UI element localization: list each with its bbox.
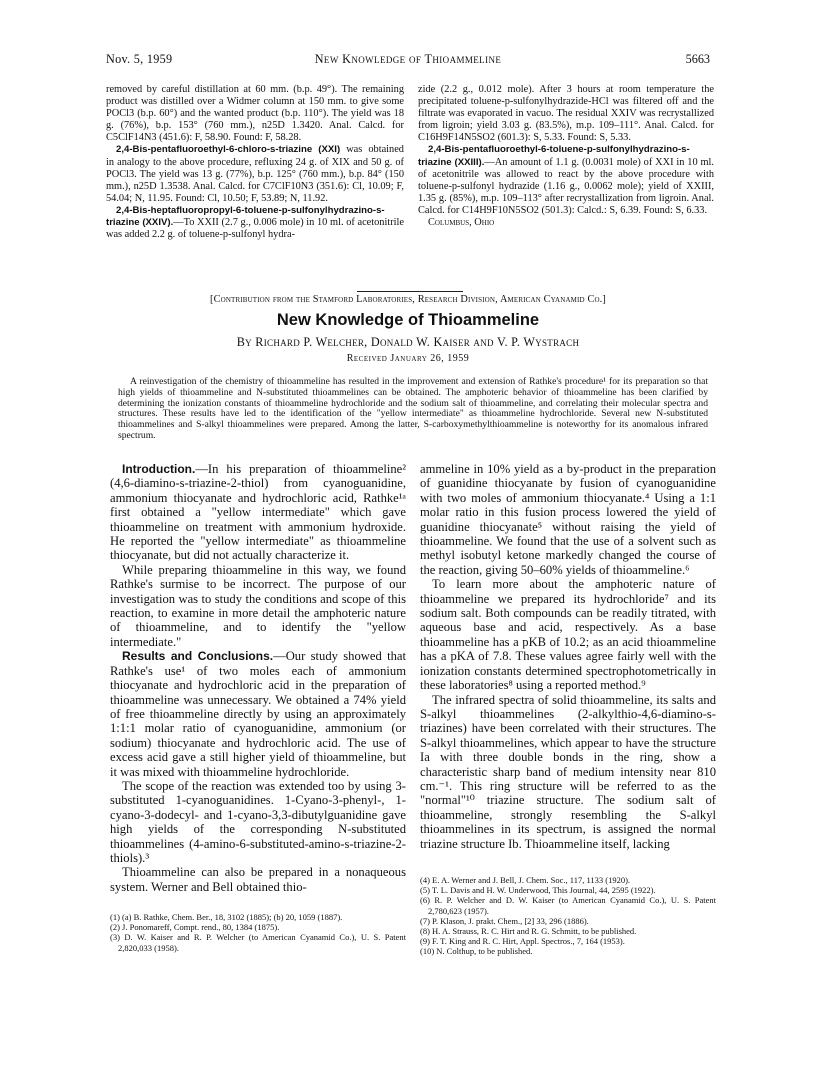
body-paragraph: While preparing thioammeline in this way, we found Rathke's surmise to be incorrect. The purpose of our investigation was to study the conditions and scope of this reaction, to examine in more detail the amphoteric nature of thioammeline, and to identify the "yellow intermediate." <box>110 562 406 649</box>
experimental-paragraph: 2,4-Bis-pentafluoroethyl-6-chloro-s-triazine (XXI) was obtained in analogy to the above procedure, refluxing 24 g. of XIX and 50 g. of POCl3. The yield was 13 g. (77%), b.p. 125° (760 mm.), b.p. 84° (150 mm.), n25D 1.3538. Anal. Calcd. for C7ClF10N3 (351.6): Cl, 10.09; F, 54.04; N, 11.95. Found: Cl, 10.50; F, 53.89; N, 11.92. <box>106 144 404 204</box>
experimental-column-left <box>106 84 404 241</box>
experimental-paragraph: removed by careful distillation at 60 mm. (b.p. 49°). The remaining product was distilled over a Widmer column at 150 mm. to give some POCl3 (b.p. 60°) and the wanted product (b.p. 110°). The yield was 18 g. (76%), b.p. 153° (760 mm.), n25D 1.3420. Anal. Calcd. for C5ClF14N3 (451.6): F, 58.90. Found: F, 58.28. <box>106 84 404 144</box>
page-number: 5663 <box>685 52 710 66</box>
footnote: (8) H. A. Strauss, R. C. Hirt and R. G. Schmitt, to be published. <box>420 926 637 937</box>
section-heading: Results and Conclusions. <box>122 649 274 664</box>
compound-heading: 2,4-Bis-pentafluoroethyl-6-toluene-p-sulfonylhydrazino-s-triazine (XXIII). <box>418 144 690 168</box>
compound-heading: 2,4-Bis-pentafluoroethyl-6-chloro-s-triazine (XXI) <box>116 144 341 156</box>
body-column-right <box>420 462 716 851</box>
footnote: (3) D. W. Kaiser and R. P. Welcher (to American Cyanamid Co.), U. S. Patent 2,820,033 (1958). <box>110 932 406 953</box>
footnotes-left <box>110 912 406 953</box>
experimental-paragraph: 2,4-Bis-pentafluoroethyl-6-toluene-p-sulfonylhydrazino-s-triazine (XXIII).—An amount of 1.1 g. (0.0031 mole) of XXI in 10 ml. of acetonitrile was allowed to react by the above procedure with toluene-p-sulfonyl hydrazide (1.16 g., 0.0062 mole); yield of XXIII, 1.35 g. (85%), m.p. 109–113° after recrystallization from ligroin. Anal. Calcd. for C14H9F10N5SO2 (501.3): Calcd.: S, 6.39. Found: S, 6.33. <box>418 144 714 216</box>
footnote: (9) F. T. King and R. C. Hirt, Appl. Spectros., 7, 164 (1953). <box>420 936 625 947</box>
section-heading: Introduction. <box>122 462 196 476</box>
footnote: (6) R. P. Welcher and D. W. Kaiser (to American Cyanamid Co.), U. S. Patent 2,780,623 (1957). <box>420 895 716 916</box>
body-paragraph: To learn more about the amphoteric nature of thioammeline we prepared its hydrochloride⁷ and its sodium salt. Both compounds can be readily titrated, with aqueous base and acid, respectively. As a base thioammeline has a pKB of 10.2; as an acid thioammeline has a pKA of 7.8. These values agree fairly well with the ionization constants determined spectrophotometrically in these laboratories⁸ using a reported method.⁹ <box>420 577 716 693</box>
abstract: A reinvestigation of the chemistry of thioammeline has resulted in the improvement and extension of Rathke's procedure¹ for its preparation so that high yields of thioammeline and N-substituted thioammelines can be obtained. The amphoteric behavior of thioammeline has been clarified by determining the ionization constants of thioammeline hydrochloride and the sodium salt of thioammeline, and correlating their molecular spectra and structures. These results have led to the identification of the "yellow intermediate" as thioammeline hydrochloride. Several new N-substituted thioammelines and S-alkyl thioammelines were prepared. Among the latter, S-carboxymethylthioammeline is noteworthy for its anomalous infrared spectrum. <box>118 376 708 441</box>
received-date: Received January 26, 1959 <box>346 353 470 364</box>
footnote: (5) T. L. Davis and H. W. Underwood, This Journal, 44, 2595 (1922). <box>420 885 656 896</box>
footnote: (7) P. Klason, J. prakt. Chem., [2] 33, 296 (1886). <box>420 915 589 926</box>
author-line: By Richard P. Welcher, Donald W. Kaiser and V. P. Wystrach <box>236 335 580 349</box>
contribution-line: [Contribution from the Stamford Laboratories, Research Division, American Cyanamid Co.] <box>210 294 606 305</box>
body-paragraph: The scope of the reaction was extended too by using 3-substituted 1-cyanoguanidines. 1-Cyano-3-phenyl-, 1-cyano-3-dodecyl- and 1-cyano-3,3-dibutylguanidine gave high yields of the corresponding N-substituted thioammelines (4-amino-6-substituted-amino-s-triazine-2-thiols).³ <box>110 778 406 865</box>
body-paragraph: ammeline in 10% yield as a by-product in the preparation of guanidine thiocyanate by fusion of cyanoguanidine with two moles of ammonium thiocyanate.⁴ Using a 1:1 molar ratio in this fusion process lowered the yield of guanidine thiocyanate⁵ without raising the yield of thioammeline. We found that the use of a solvent such as methyl isobutyl ketone markedly changed the course of the reaction, giving 50–60% yields of thioammeline.⁶ <box>420 462 716 577</box>
experimental-paragraph: zide (2.2 g., 0.012 mole). After 3 hours at room temperature the precipitated toluene-p-sulfonylhydrazide-HCl was filtered off and the filtrate was evaporated in vacuo. The residual XXIV was recrystallized from ligroin; yield 3.03 g. (83.5%), m.p. 109–111°. Anal. Calcd. for C16H9F14N5SO2 (601.3): S, 5.33. Found: S, 5.33. <box>418 84 714 144</box>
footnotes-right <box>420 875 716 957</box>
body-paragraph: Results and Conclusions.—Our study showed that Rathke's use¹ of two moles each of ammonium thiocyanate and hydrochloric acid in the preparation of thioammeline was unnecessary. We obtained a 74% yield of free thioammeline directly by using an approximately 1:1:1 molar ratio of cyanoguanidine, ammonium (or sodium) thiocyanate and hydrochloric acid. The use of excess acid gave a still higher yield of thioammeline, but it was mixed with thioammeline hydrochloride. <box>110 649 406 779</box>
body-paragraph: Introduction.—In his preparation of thioammeline² (4,6-diamino-s-triazine-2-thiol) from cyanoguanidine, ammonium thiocyanate and hydrochloric acid, Rathke¹ᵃ first obtained a "yellow intermediate" which gave thioammeline on treatment with ammonium hydroxide. He reported the "yellow intermediate" as thioammeline thiocyanate, but did not actually characterize it. <box>110 462 406 563</box>
body-column-left <box>110 462 406 894</box>
experimental-paragraph: 2,4-Bis-heptafluoropropyl-6-toluene-p-sulfonylhydrazino-s-triazine (XXIV).—To XXII (2.7 g., 0.006 mole) in 10 ml. of acetonitrile was added 2.2 g. of toluene-p-sulfonyl hydra- <box>106 204 404 241</box>
body-paragraph: The infrared spectra of solid thioammeline, its salts and S-alkyl thioammelines (2-alkylthio-4,6-diamino-s-triazines) have been correlated with their structures. The S-alkyl thioammelines, which appear to have the structure Ia with three double bonds in the ring, show a characteristic sharp band of medium intensity near 810 cm.⁻¹. This ring structure will be referred to as the "normal"¹⁰ triazine structure. The sodium salt of thioammeline, strongly resembling the S-alkyl thioammelines in its spectrum, is assigned the normal triazine structure Ib. Thioammeline itself, lacking <box>420 692 716 851</box>
experimental-column-right <box>418 84 714 229</box>
issue-date: Nov. 5, 1959 <box>106 52 173 66</box>
compound-heading: 2,4-Bis-heptafluoropropyl-6-toluene-p-sulfonylhydrazino-s-triazine (XXIV). <box>106 204 385 229</box>
section-divider <box>357 291 463 292</box>
footnote: (10) N. Colthup, to be published. <box>420 946 533 957</box>
footnote: (4) E. A. Werner and J. Bell, J. Chem. Soc., 117, 1133 (1920). <box>420 875 631 885</box>
article-title: New Knowledge of Thioammeline <box>276 311 540 329</box>
footnote: (1) (a) B. Rathke, Chem. Ber., 18, 3102 (1885); (b) 20, 1059 (1887). <box>110 912 343 922</box>
body-paragraph: Thioammeline can also be prepared in a nonaqueous system. Werner and Bell obtained thio- <box>110 865 406 894</box>
footnote: (2) J. Ponomareff, Compt. rend., 80, 1384 (1875). <box>110 922 280 933</box>
running-title: New Knowledge of Thioammeline <box>314 52 502 66</box>
place-line: Columbus, Ohio <box>428 217 495 229</box>
